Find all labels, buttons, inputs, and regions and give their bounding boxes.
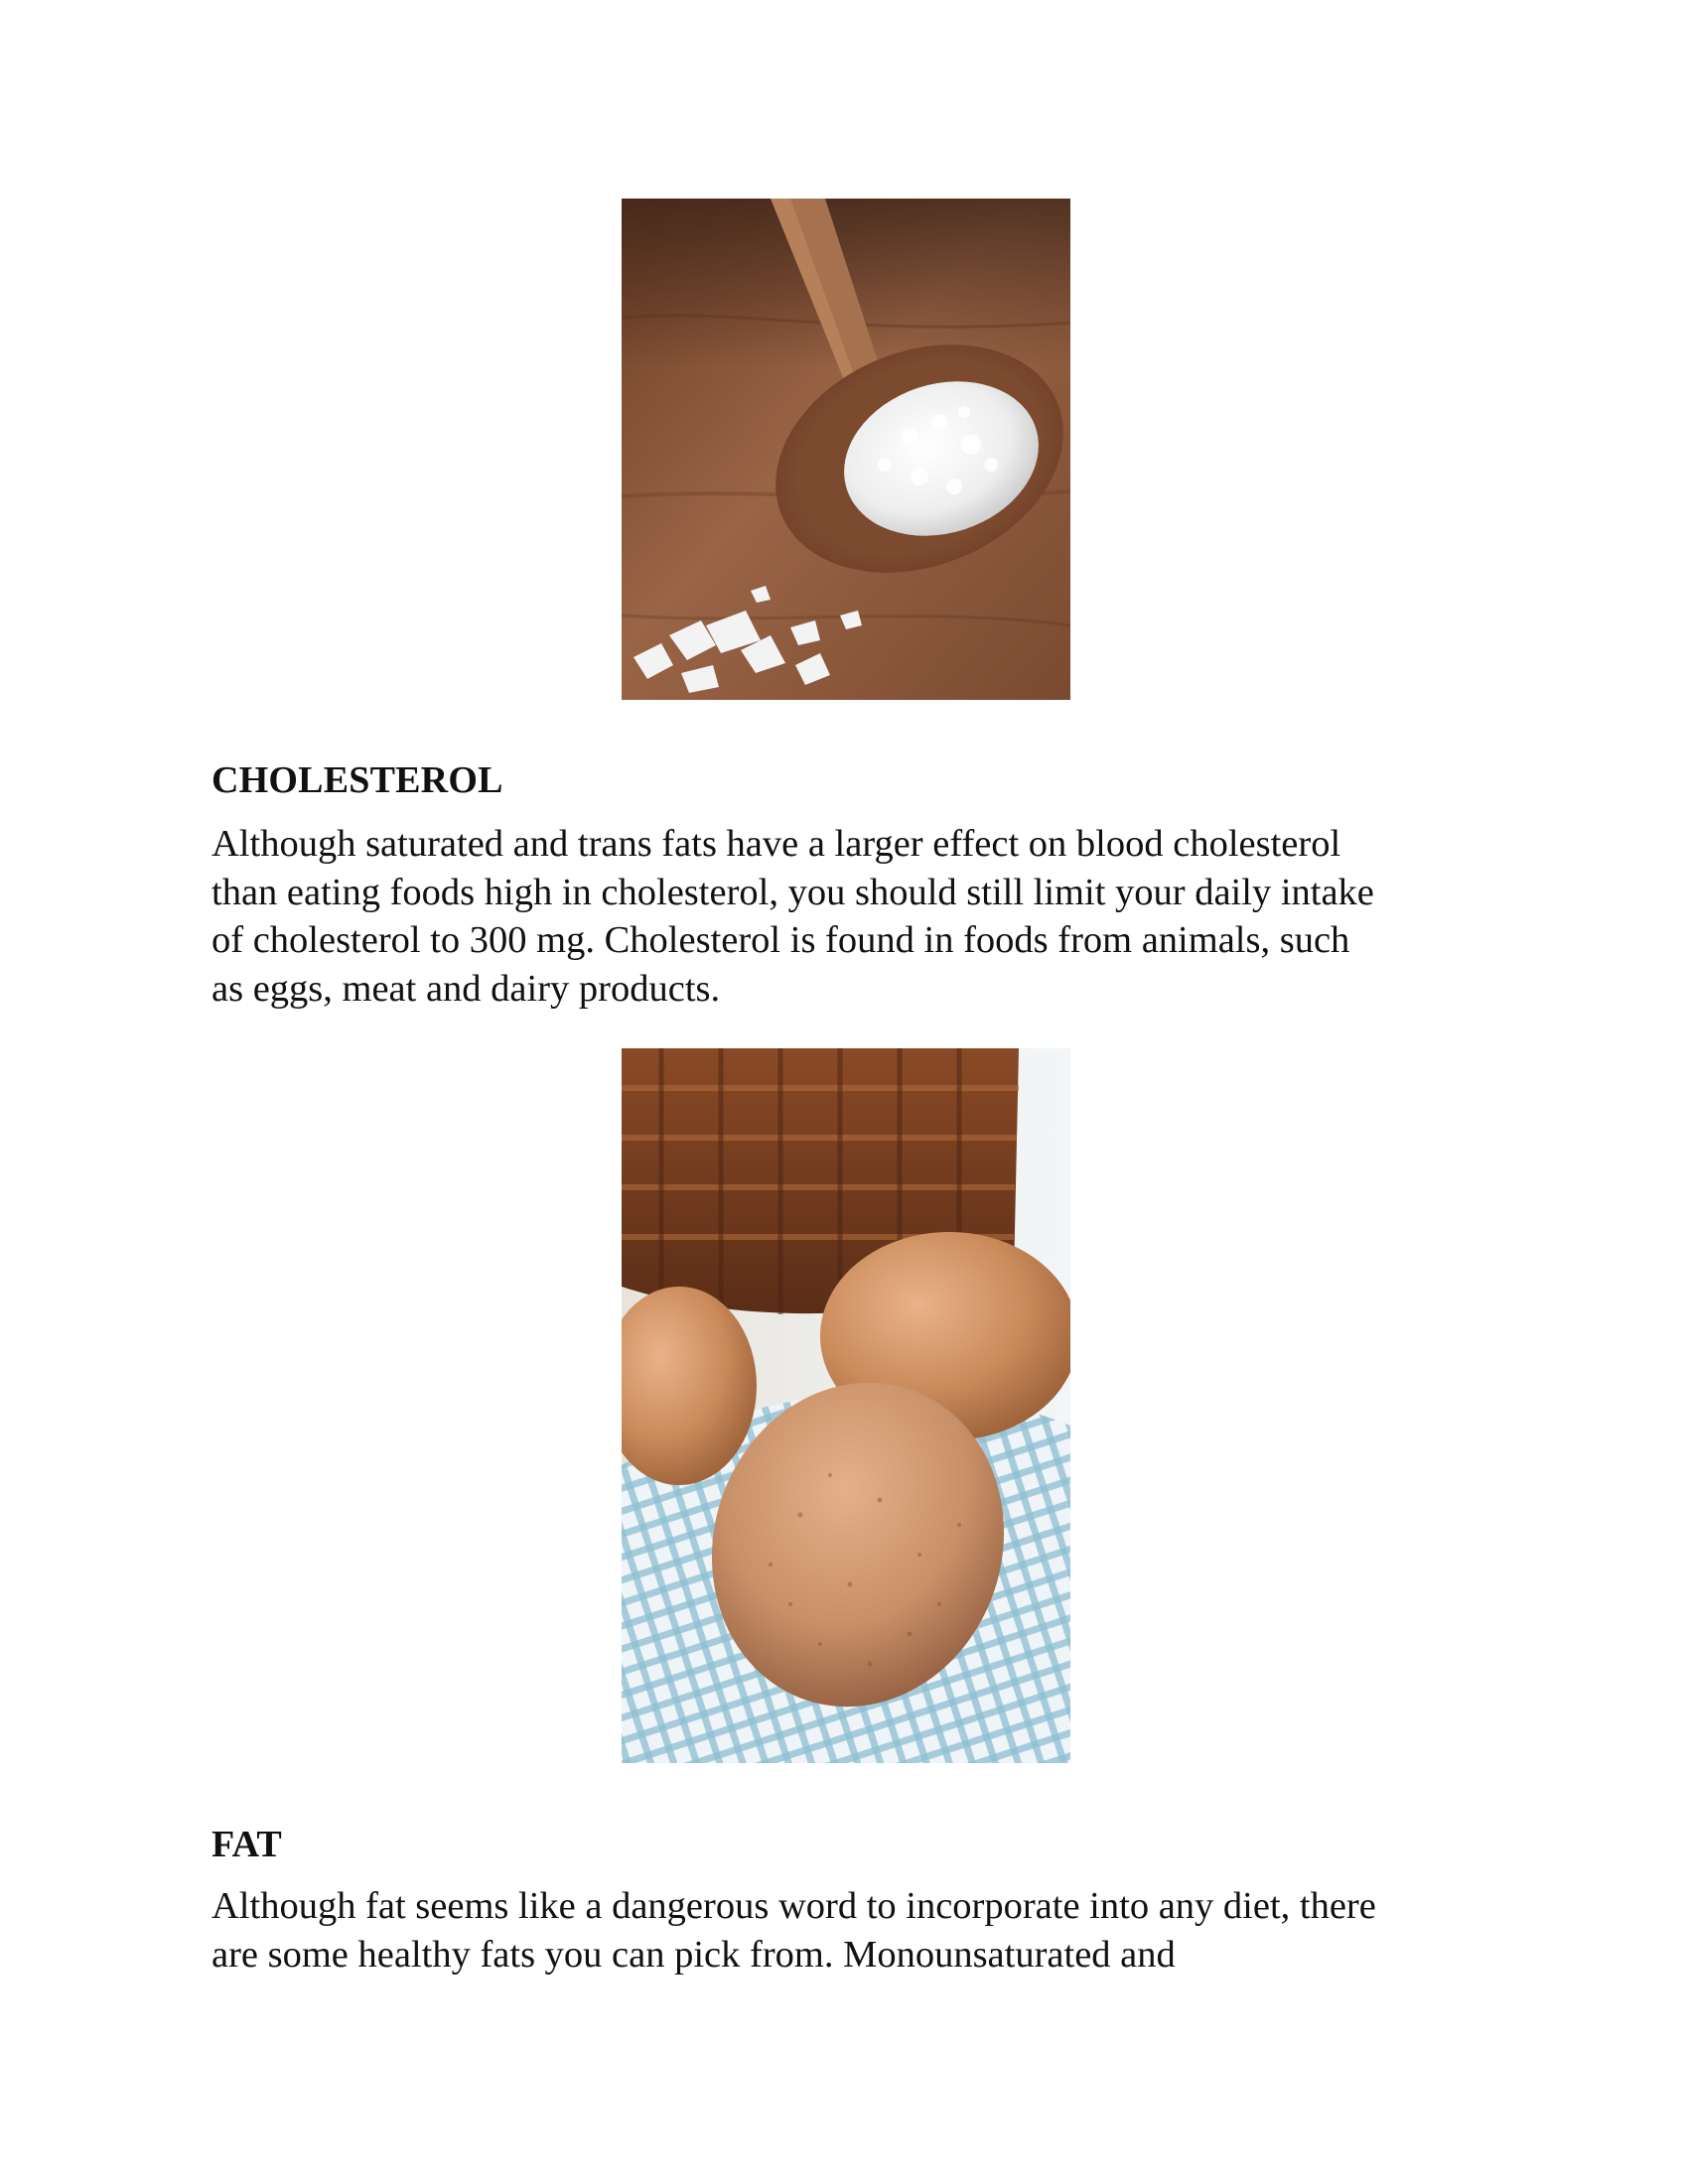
paragraph-line: Although saturated and trans fats have a larger effect on blood cholesterol bbox=[211, 823, 1341, 865]
paragraph-line: as eggs, meat and dairy products. bbox=[211, 967, 721, 1010]
salt-spoon-photo bbox=[622, 199, 1070, 700]
section-heading-fat: FAT bbox=[211, 1824, 282, 1865]
paragraph-line: Although fat seems like a dangerous word to incorporate into any diet, there bbox=[211, 1885, 1376, 1927]
section-heading-cholesterol: CHOLESTEROL bbox=[211, 759, 503, 801]
paragraph-line: than eating foods high in cholesterol, you should still limit your daily intake bbox=[211, 871, 1374, 913]
paragraph-line: of cholesterol to 300 mg. Cholesterol is found in foods from animals, such bbox=[211, 919, 1350, 961]
eggs-basket-photo bbox=[622, 1048, 1070, 1763]
cholesterol-paragraph bbox=[211, 820, 1502, 1013]
paragraph-line: are some healthy fats you can pick from. Monounsaturated and bbox=[211, 1933, 1176, 1976]
fat-paragraph bbox=[211, 1882, 1502, 1979]
